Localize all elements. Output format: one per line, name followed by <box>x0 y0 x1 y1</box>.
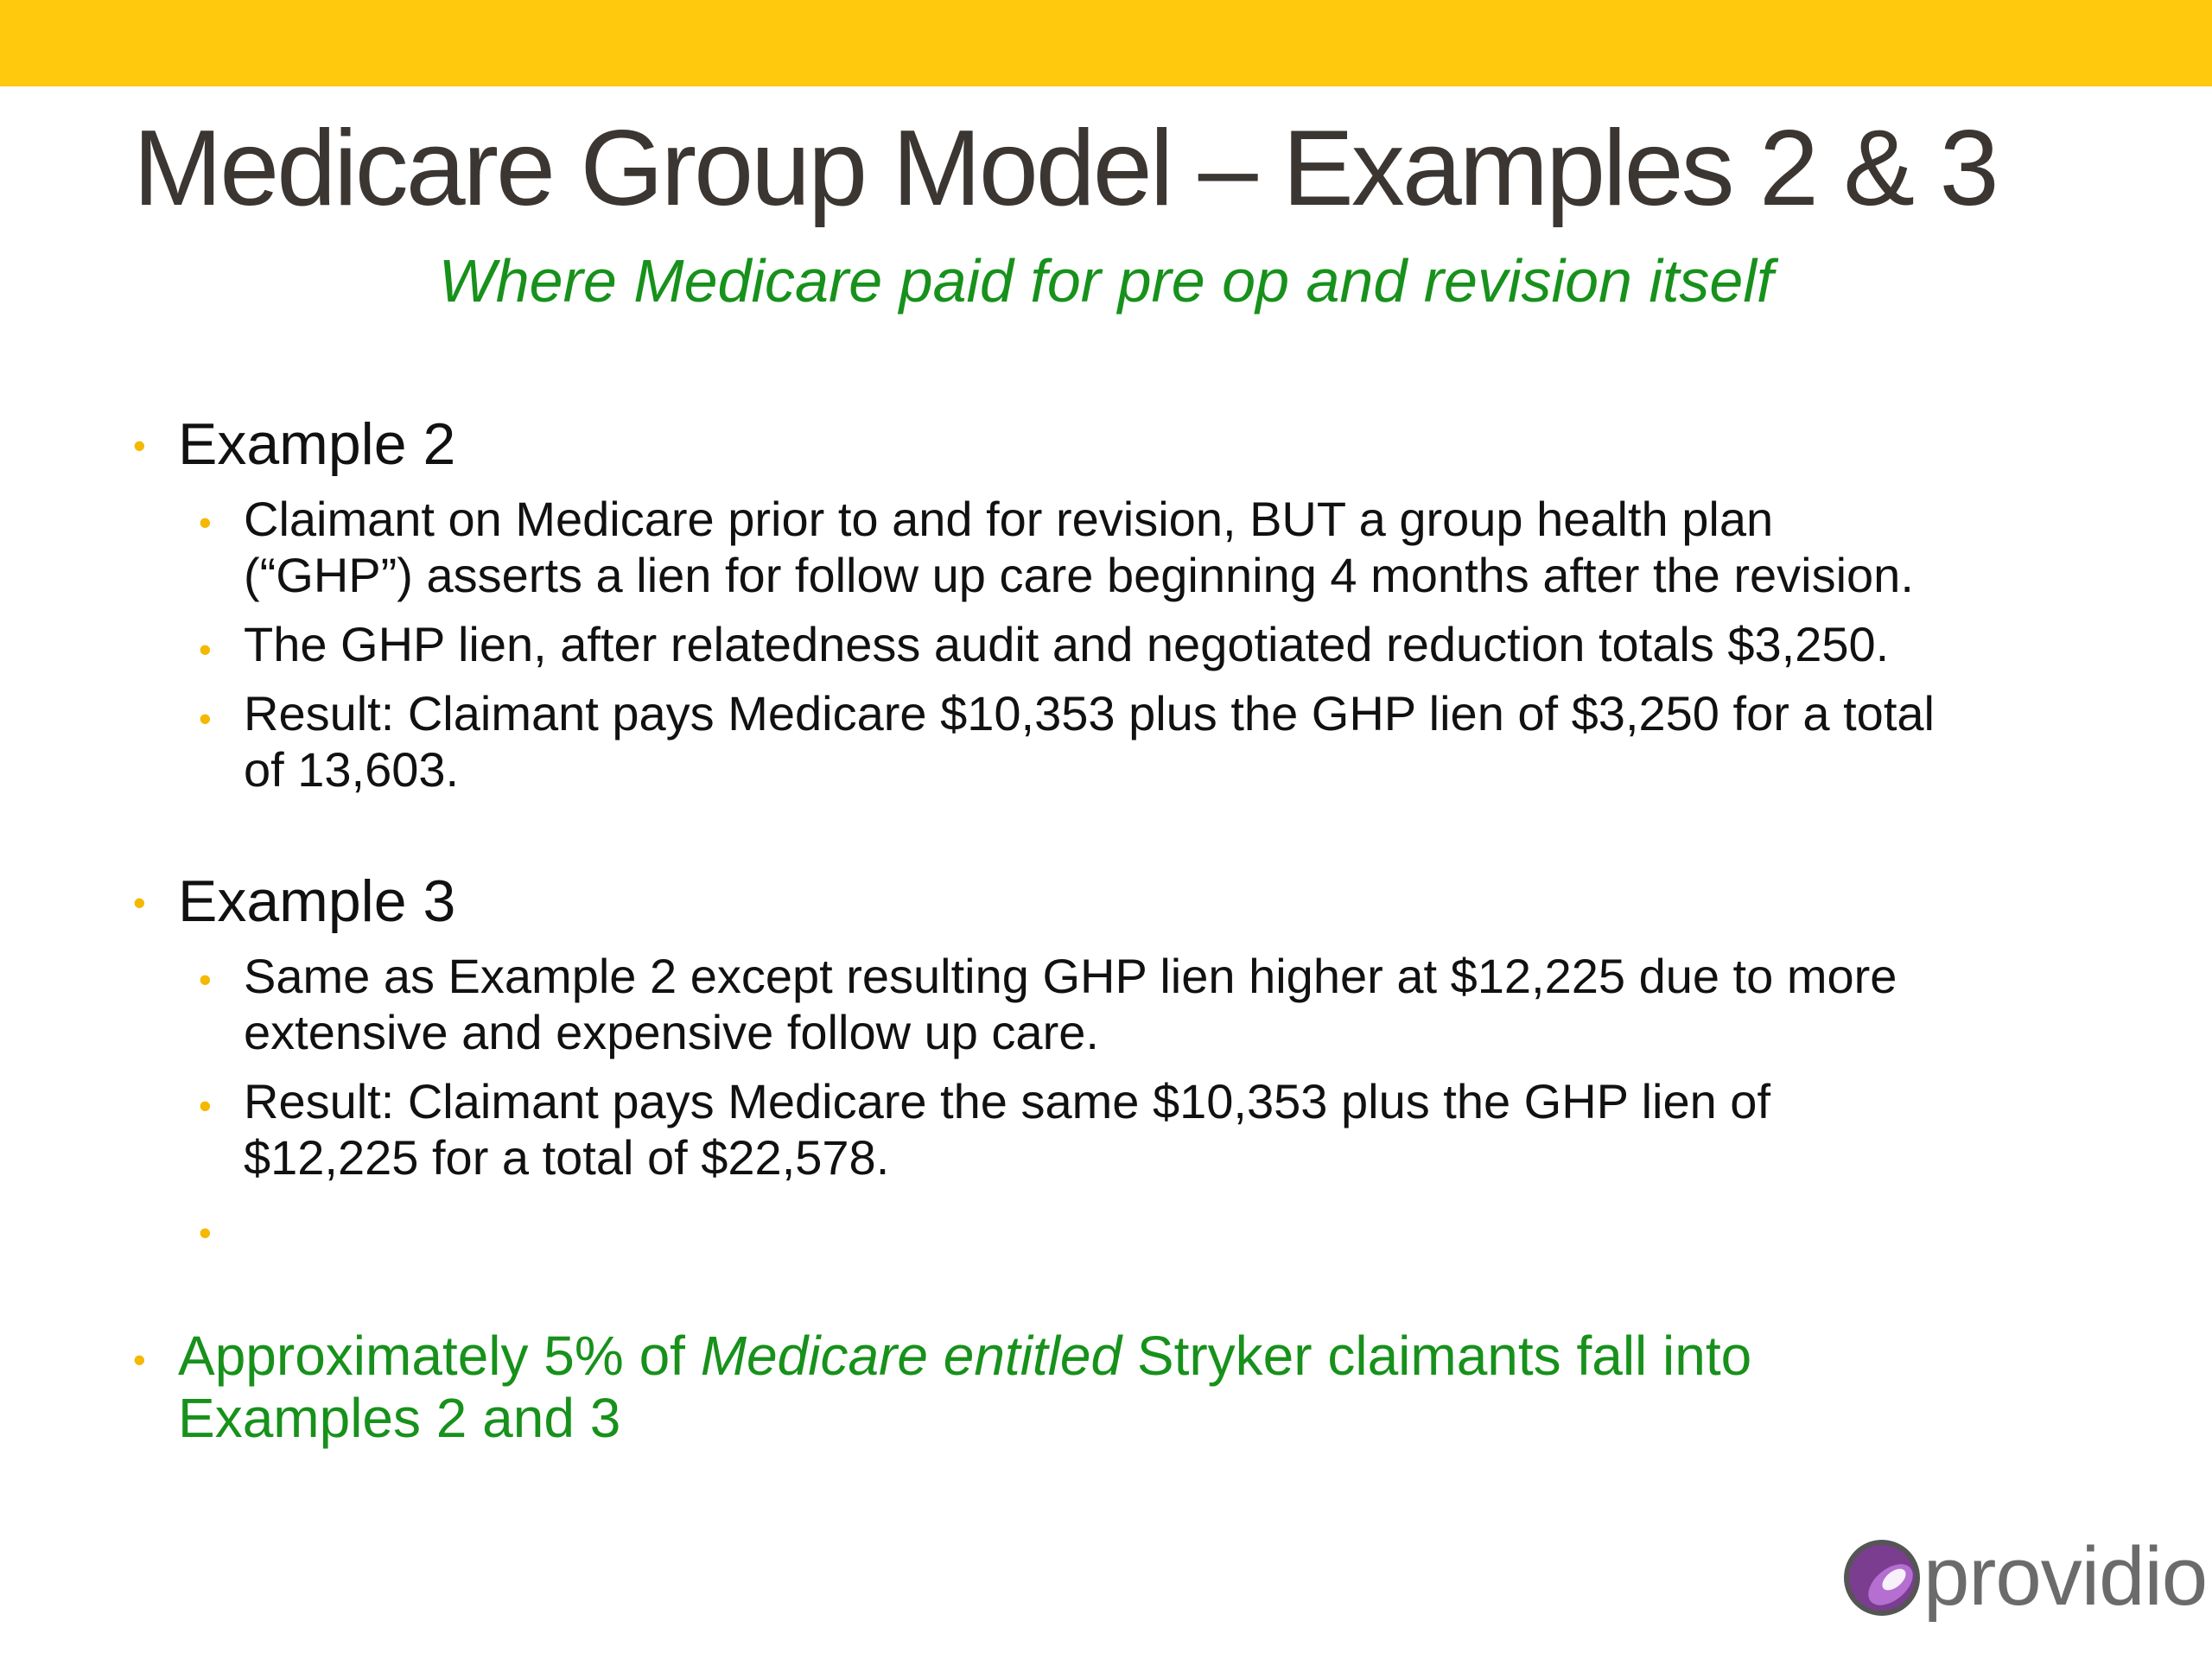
list-item-line: Result: Claimant pays Medicare $10,353 plus the GHP lien of $3,250 for a total <box>244 686 1935 741</box>
bullet-dot: • <box>199 959 212 1000</box>
example-2-heading: Example 2 <box>178 411 456 477</box>
summary-line-1 <box>178 1325 1751 1387</box>
bullet-dot: • <box>133 1339 146 1380</box>
example-3-heading: Example 3 <box>178 868 456 934</box>
list-item <box>244 948 1897 1060</box>
list-item-line: The GHP lien, after relatedness audit and negotiated reduction totals $3,250. <box>244 617 1890 671</box>
summary-text <box>178 1325 1751 1449</box>
list-item-line: Same as Example 2 except resulting GHP lien higher at $12,225 due to more <box>244 949 1897 1003</box>
list-item <box>244 616 1889 672</box>
list-item-line: extensive and expensive follow up care. <box>244 1005 1099 1059</box>
list-item-line: Claimant on Medicare prior to and for revision, BUT a group health plan <box>244 492 1774 546</box>
list-item-line: of 13,603. <box>244 742 460 797</box>
providio-logo <box>1840 1529 2208 1624</box>
bullet-dot: • <box>199 698 212 739</box>
bullet-dot: • <box>133 425 146 466</box>
bullet-dot: • <box>199 629 212 670</box>
bullet-dot: • <box>199 1085 212 1126</box>
summary-part-1: Approximately 5% of <box>178 1325 701 1387</box>
list-item-line: $12,225 for a total of $22,578. <box>244 1130 890 1185</box>
slide-subtitle: Where Medicare paid for pre op and revision itself <box>438 247 1774 315</box>
summary-emphasis: Medicare entitled <box>700 1325 1122 1387</box>
slide-title: Medicare Group Model – Examples 2 & 3 <box>133 109 1997 228</box>
list-item <box>244 1073 1770 1185</box>
bullet-dot: • <box>133 882 146 923</box>
bullet-dot: • <box>199 1212 212 1253</box>
logo-text: providio <box>1923 1530 2208 1623</box>
list-item <box>244 685 1935 798</box>
summary-part-2: Stryker claimants fall into <box>1122 1325 1752 1387</box>
top-accent-bar <box>0 0 2212 86</box>
list-item-line: (“GHP”) asserts a lien for follow up care beginning 4 months after the revision. <box>244 548 1914 602</box>
providio-logo-icon <box>1840 1536 1923 1619</box>
summary-line-2: Examples 2 and 3 <box>178 1387 621 1449</box>
bullet-dot: • <box>199 502 212 543</box>
list-item <box>244 491 1914 603</box>
list-item-line: Result: Claimant pays Medicare the same $10,353 plus the GHP lien of <box>244 1074 1771 1128</box>
